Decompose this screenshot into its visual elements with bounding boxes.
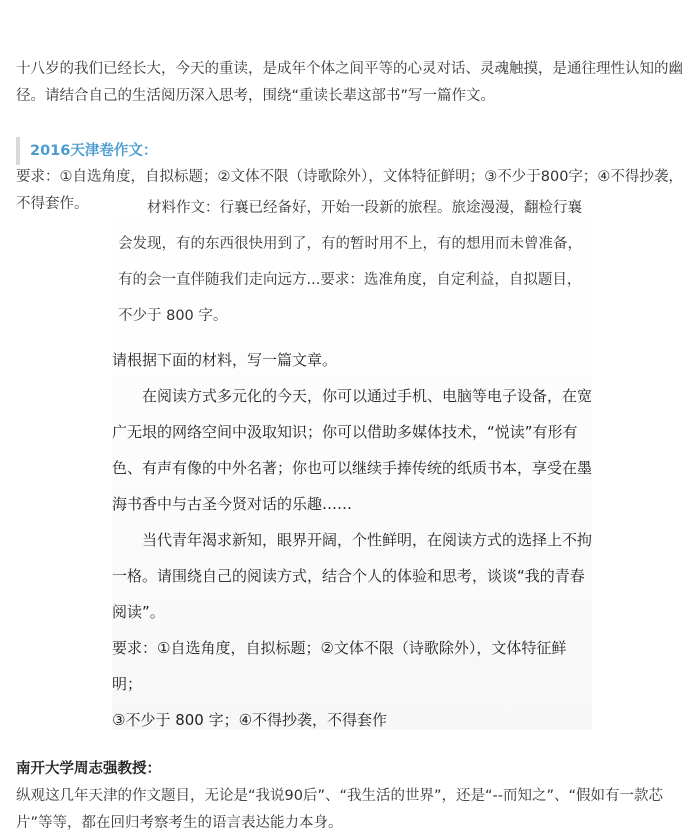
professor-title: 南开大学周志强教授： — [16, 761, 161, 777]
professor-text: 纵观这几年天津的作文题目，无论是“我说90后”、“我生活的世界”，还是“--而知之”、“假如有一款芯片”等等，都在回归考察考生的语言表达能力本身。 — [16, 788, 663, 831]
exam-question-image — [112, 190, 592, 730]
question-requirements-a: 要求：①自选角度，自拟标题；②文体不限（诗歌除外），文体特征鲜明； — [112, 639, 567, 693]
professor-comment — [16, 756, 688, 837]
question-body — [112, 342, 592, 738]
intro-paragraph: 十八岁的我们已经长大，今天的重读，是成年个体之间平等的心灵对话、灵魂触摸，是通往理性认知的幽径。请结合自己的生活阅历深入思考，围绕“重读长辈这部书”写一篇作文。 — [16, 61, 683, 104]
question-paragraph-2: 当代青年渴求新知，眼界开阔，个性鲜明，在阅读方式的选择上不拘一格。请围绕自己的阅读方式，结合个人的体验和思考，谈谈“我的青春阅读”。 — [112, 531, 593, 621]
question-requirements-b: ③不少于 800 字；④不得抄袭，不得套作 — [112, 711, 388, 729]
material-paragraph: 材料作文：行襄已经备好，开始一段新的旅程。旅途漫漫，翻检行襄会发现，有的东西很快用到了，有的暂时用不上，有的想用而未曾准备，有的会一直伴随我们走向远方...要求：选准角度，自定利益，自拟题目，不少于 800 字。 — [118, 200, 582, 324]
section-heading-2016: 2016天津卷作文： — [16, 137, 157, 165]
question-prompt: 请根据下面的材料，写一篇文章。 — [112, 351, 338, 369]
intro-requirements: 要求：①自选角度，自拟标题；②文体不限（诗歌除外），文体特征鲜明；③不少于800字；④不得抄袭，不得套作。 — [16, 169, 683, 212]
question-paragraph-1: 在阅读方式多元化的今天，你可以通过手机、电脑等电子设备，在宽广无垠的网络空间中汲取知识；你可以借助多媒体技术，“悦读”有形有色、有声有像的中外名著；你也可以继续手捧传统的纸质书本，享受在墨海书香中与古圣今贤对话的乐趣…… — [112, 387, 593, 513]
